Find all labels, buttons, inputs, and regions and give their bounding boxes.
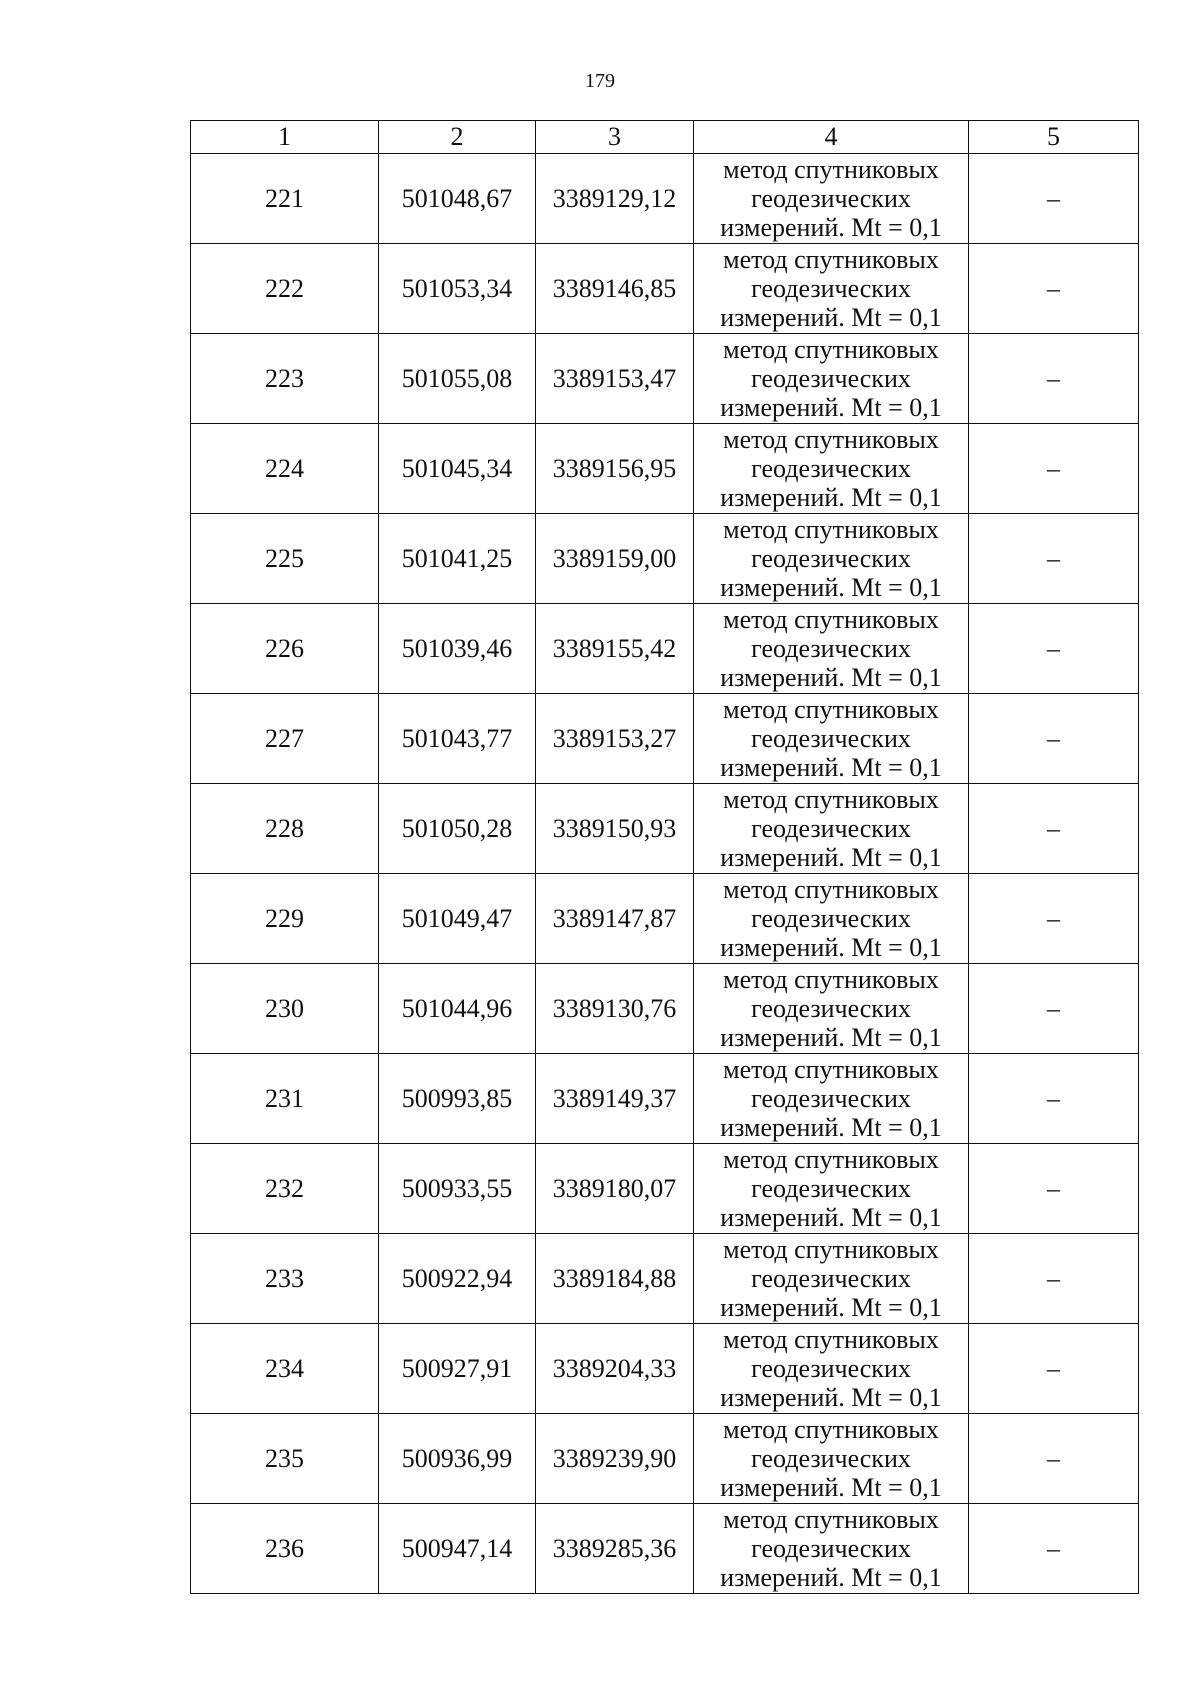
y-coordinate-cell: 3389180,07 — [536, 1144, 694, 1234]
method-text-line: метод спутниковых — [723, 425, 939, 454]
method-text-line: измерений. Mt = 0,1 — [720, 1293, 942, 1322]
method-text-line: метод спутниковых — [723, 245, 939, 274]
method-text-line: измерений. Mt = 0,1 — [720, 393, 942, 422]
x-coordinate-cell: 501044,96 — [379, 964, 536, 1054]
method-text-line: геодезических — [751, 1444, 911, 1473]
y-coordinate-cell: 3389153,27 — [536, 694, 694, 784]
x-coordinate-cell: 500927,91 — [379, 1324, 536, 1414]
x-coordinate-cell: 501053,34 — [379, 244, 536, 334]
table-header-row — [191, 121, 1139, 154]
method-text-line: метод спутниковых — [723, 875, 939, 904]
method-text-line: геодезических — [751, 1174, 911, 1203]
method-cell — [694, 1144, 969, 1234]
table-row — [191, 1324, 1139, 1414]
method-text-line: измерений. Mt = 0,1 — [720, 843, 942, 872]
point-number-cell: 234 — [191, 1324, 379, 1414]
note-cell: – — [969, 1054, 1139, 1144]
method-cell — [694, 1504, 969, 1594]
method-text-line: геодезических — [751, 814, 911, 843]
y-coordinate-cell: 3389184,88 — [536, 1234, 694, 1324]
table-row — [191, 1144, 1139, 1234]
method-text-line: измерений. Mt = 0,1 — [720, 483, 942, 512]
point-number-cell: 221 — [191, 154, 379, 244]
point-number-cell: 229 — [191, 874, 379, 964]
note-cell: – — [969, 1144, 1139, 1234]
table-row — [191, 154, 1139, 244]
method-cell — [694, 694, 969, 784]
x-coordinate-cell: 501039,46 — [379, 604, 536, 694]
x-coordinate-cell: 501049,47 — [379, 874, 536, 964]
table-row — [191, 244, 1139, 334]
method-text-line: геодезических — [751, 634, 911, 663]
method-text-line: геодезических — [751, 1534, 911, 1563]
y-coordinate-cell: 3389146,85 — [536, 244, 694, 334]
y-coordinate-cell: 3389147,87 — [536, 874, 694, 964]
method-text-line: метод спутниковых — [723, 605, 939, 634]
table-row — [191, 604, 1139, 694]
table-row — [191, 424, 1139, 514]
method-text-line: измерений. Mt = 0,1 — [720, 1563, 942, 1592]
column-header-5: 5 — [969, 121, 1139, 154]
point-number-cell: 228 — [191, 784, 379, 874]
point-number-cell: 231 — [191, 1054, 379, 1144]
method-text-line: геодезических — [751, 1264, 911, 1293]
y-coordinate-cell: 3389129,12 — [536, 154, 694, 244]
table-row — [191, 1054, 1139, 1144]
x-coordinate-cell: 501055,08 — [379, 334, 536, 424]
method-text-line: геодезических — [751, 1084, 911, 1113]
method-text-line: метод спутниковых — [723, 155, 939, 184]
note-cell: – — [969, 874, 1139, 964]
method-cell — [694, 514, 969, 604]
method-cell — [694, 1324, 969, 1414]
method-cell — [694, 334, 969, 424]
method-cell — [694, 154, 969, 244]
method-text-line: геодезических — [751, 904, 911, 933]
y-coordinate-cell: 3389149,37 — [536, 1054, 694, 1144]
point-number-cell: 230 — [191, 964, 379, 1054]
y-coordinate-cell: 3389239,90 — [536, 1414, 694, 1504]
method-text-line: измерений. Mt = 0,1 — [720, 303, 942, 332]
method-cell — [694, 604, 969, 694]
table-row — [191, 694, 1139, 784]
point-number-cell: 232 — [191, 1144, 379, 1234]
method-cell — [694, 1414, 969, 1504]
point-number-cell: 227 — [191, 694, 379, 784]
note-cell: – — [969, 514, 1139, 604]
point-number-cell: 236 — [191, 1504, 379, 1594]
method-text-line: метод спутниковых — [723, 335, 939, 364]
method-text-line: измерений. Mt = 0,1 — [720, 753, 942, 782]
method-text-line: метод спутниковых — [723, 965, 939, 994]
table-row — [191, 874, 1139, 964]
x-coordinate-cell: 500933,55 — [379, 1144, 536, 1234]
column-header-1: 1 — [191, 121, 379, 154]
method-text-line: измерений. Mt = 0,1 — [720, 1023, 942, 1052]
method-text-line: измерений. Mt = 0,1 — [720, 573, 942, 602]
method-text-line: геодезических — [751, 364, 911, 393]
note-cell: – — [969, 694, 1139, 784]
note-cell: – — [969, 604, 1139, 694]
method-cell — [694, 784, 969, 874]
method-text-line: измерений. Mt = 0,1 — [720, 1473, 942, 1502]
note-cell: – — [969, 784, 1139, 874]
method-cell — [694, 964, 969, 1054]
table-row — [191, 964, 1139, 1054]
note-cell: – — [969, 334, 1139, 424]
x-coordinate-cell: 501045,34 — [379, 424, 536, 514]
method-text-line: геодезических — [751, 274, 911, 303]
coordinates-table — [190, 120, 1139, 1594]
x-coordinate-cell: 500993,85 — [379, 1054, 536, 1144]
method-text-line: геодезических — [751, 454, 911, 483]
y-coordinate-cell: 3389155,42 — [536, 604, 694, 694]
x-coordinate-cell: 501050,28 — [379, 784, 536, 874]
x-coordinate-cell: 500947,14 — [379, 1504, 536, 1594]
method-text-line: измерений. Mt = 0,1 — [720, 663, 942, 692]
point-number-cell: 223 — [191, 334, 379, 424]
table-row — [191, 334, 1139, 424]
method-text-line: метод спутниковых — [723, 1415, 939, 1444]
method-cell — [694, 244, 969, 334]
method-text-line: метод спутниковых — [723, 1055, 939, 1084]
method-text-line: метод спутниковых — [723, 695, 939, 724]
column-header-4: 4 — [694, 121, 969, 154]
method-text-line: геодезических — [751, 184, 911, 213]
note-cell: – — [969, 1234, 1139, 1324]
table-row — [191, 784, 1139, 874]
method-text-line: геодезических — [751, 1354, 911, 1383]
y-coordinate-cell: 3389130,76 — [536, 964, 694, 1054]
method-text-line: метод спутниковых — [723, 1145, 939, 1174]
x-coordinate-cell: 501041,25 — [379, 514, 536, 604]
method-text-line: метод спутниковых — [723, 1505, 939, 1534]
point-number-cell: 225 — [191, 514, 379, 604]
y-coordinate-cell: 3389285,36 — [536, 1504, 694, 1594]
column-header-2: 2 — [379, 121, 536, 154]
point-number-cell: 233 — [191, 1234, 379, 1324]
point-number-cell: 226 — [191, 604, 379, 694]
point-number-cell: 222 — [191, 244, 379, 334]
table-row — [191, 1414, 1139, 1504]
y-coordinate-cell: 3389153,47 — [536, 334, 694, 424]
method-text-line: измерений. Mt = 0,1 — [720, 933, 942, 962]
note-cell: – — [969, 424, 1139, 514]
method-cell — [694, 1234, 969, 1324]
x-coordinate-cell: 501043,77 — [379, 694, 536, 784]
table-row — [191, 1234, 1139, 1324]
page-number: 179 — [585, 70, 615, 92]
note-cell: – — [969, 1324, 1139, 1414]
method-text-line: метод спутниковых — [723, 1325, 939, 1354]
point-number-cell: 224 — [191, 424, 379, 514]
note-cell: – — [969, 244, 1139, 334]
note-cell: – — [969, 1504, 1139, 1594]
y-coordinate-cell: 3389156,95 — [536, 424, 694, 514]
method-text-line: метод спутниковых — [723, 785, 939, 814]
table-body — [191, 154, 1139, 1594]
method-text-line: измерений. Mt = 0,1 — [720, 1113, 942, 1142]
x-coordinate-cell: 501048,67 — [379, 154, 536, 244]
y-coordinate-cell: 3389150,93 — [536, 784, 694, 874]
y-coordinate-cell: 3389204,33 — [536, 1324, 694, 1414]
note-cell: – — [969, 154, 1139, 244]
point-number-cell: 235 — [191, 1414, 379, 1504]
y-coordinate-cell: 3389159,00 — [536, 514, 694, 604]
method-cell — [694, 424, 969, 514]
method-text-line: геодезических — [751, 544, 911, 573]
note-cell: – — [969, 964, 1139, 1054]
note-cell: – — [969, 1414, 1139, 1504]
x-coordinate-cell: 500936,99 — [379, 1414, 536, 1504]
method-text-line: измерений. Mt = 0,1 — [720, 1383, 942, 1412]
method-text-line: измерений. Mt = 0,1 — [720, 213, 942, 242]
method-text-line: геодезических — [751, 724, 911, 753]
column-header-3: 3 — [536, 121, 694, 154]
method-text-line: измерений. Mt = 0,1 — [720, 1203, 942, 1232]
table-row — [191, 514, 1139, 604]
x-coordinate-cell: 500922,94 — [379, 1234, 536, 1324]
method-text-line: метод спутниковых — [723, 515, 939, 544]
method-cell — [694, 1054, 969, 1144]
table-row — [191, 1504, 1139, 1594]
method-cell — [694, 874, 969, 964]
method-text-line: метод спутниковых — [723, 1235, 939, 1264]
method-text-line: геодезических — [751, 994, 911, 1023]
